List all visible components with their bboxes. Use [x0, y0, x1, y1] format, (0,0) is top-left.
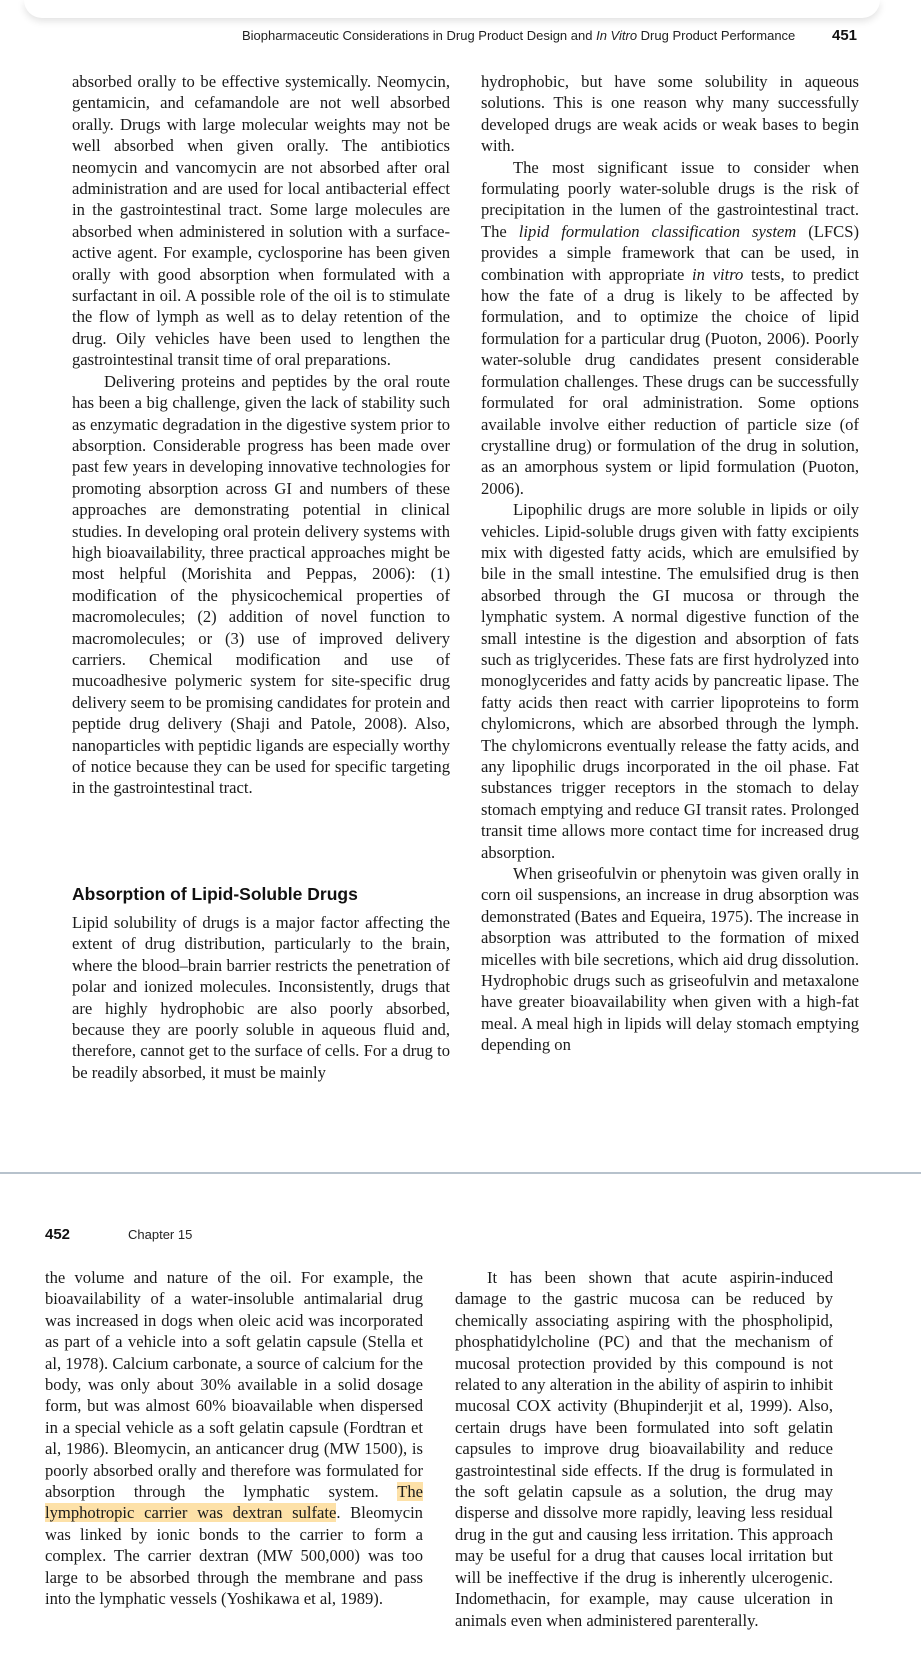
running-head-italic: In Vitro — [596, 28, 638, 43]
paragraph: Lipid solubility of drugs is a major factor affecting the extent of drug distribution, particularly to the brain, where the blood–brain barrier restricts the penetration of polar and ionized molecules. Inconsistently, drugs that are highly hydrophobic are also poorly absorbed, because they are poorly soluble in aqueous fluid and, therefore, cannot get to the surface of cells. For a drug to be readily absorbed, it must be mainly — [72, 913, 450, 1082]
text-run: the volume and nature of the oil. For example, the bioavailability of a water-insoluble antimalarial drug was increased in dogs when oleic acid was incorporated as part of a vehicle into a soft gelatin capsule (Stella et al, 1978). Calcium carbonate, a source of calcium for the body, was only about 30% available in a solid dosage form, but was almost 60% bioavailable when dispersed in a special vehicle as a soft gelatin capsule (Fordtran et al, 1986). Bleomycin, an anticancer drug (MW 1500), is poorly absorbed orally and therefore was formulated for absorption through the lymphatic system. — [45, 1268, 423, 1502]
text-run: tests, to predict how the fate of a drug is likely to be affected by formulation, and to optimize the choice of lipid formulation for a particular drug (Puoton, 2006). Poorly water-soluble drug candidates present considerable formulation challenges. These drugs can be successfully formulated for oral administration. Some options available involve either reduction of particle size (of crystalline drug) or formulation of the drug in solution, as an amorphous system or lipid formulation (Puoton, 2006). — [481, 264, 859, 498]
section-heading: Absorption of Lipid-Soluble Drugs — [72, 884, 358, 904]
paragraph: Delivering proteins and peptides by the oral route has been a big challenge, given the lack of stability such as enzymatic degradation in the digestive system prior to absorption. Considerable progress has been made over past few years in developing innovative technologies for promoting absorption across GI and numbers of these approaches are demonstrating potential in clinical studies. In developing oral protein delivery systems with high bioavailability, three practical approaches might be most helpful (Morishita and Peppas, 2006): (1) modification of the physicochemical properties of macromolecules; (2) addition of novel function to macromolecules; or (3) use of improved delivery carriers. Chemical modification and use of mucoadhesive polymeric system for site-specific drug delivery seem to be promising candidates for protein and peptide drug delivery (Shaji and Patole, 2008). Also, nanoparticles with peptidic ligands are especially worthy of notice because they can be used for specific targeting in the gastrointestinal tract. — [72, 371, 450, 798]
italic-term: lipid formulation classification system — [518, 221, 797, 241]
running-head-text-end: Drug Product Performance — [637, 28, 796, 43]
page-number: 451 — [832, 27, 858, 44]
page-number: 452 — [45, 1226, 71, 1243]
paragraph: absorbed orally to be effective systemically. Neomycin, gentamicin, and cefamandole are not well absorbed orally. Drugs with large molecular weights may not be well absorbed when given orally. The antibiotics neomycin and vancomycin are not absorbed after oral administration and are used for local antibacterial effect in the gastrointestinal tract. Some large molecules are absorbed when administered in solution with a surface-active agent. For example, cyclosporine has been given orally with good absorption when formulated with a surfactant in oil. A possible role of the oil is to stimulate the flow of lymph as well as to delay retention of the drug. Oily vehicles have been used to lengthen the gastrointestinal transit time of oral preparations. — [72, 72, 450, 370]
paragraph: Lipophilic drugs are more soluble in lipids or oily vehicles. Lipid-soluble drugs given with fatty excipients mix with digested fatty acids, which are emulsified by bile in the small intestine. The emulsified drug is then absorbed through the GI mucosa or through the lymphatic system. A normal digestive function of the small intestine is the digestion and absorption of fats such as triglycerides. These fats are first hydrolyzed into monoglycerides and fatty acids by pancreatic lipase. The fatty acids then react with carrier lipoproteins to form chylomicrons, which are absorbed through the lymph. The chylomicrons eventually release the fatty acids, and any lipophilic drugs incorporated in the oil phase. Fat substances trigger receptors in the stomach to delay stomach emptying and reduce GI transit rates. Prolonged transit time allows more contact time for increased drug absorption. — [481, 500, 859, 862]
paragraph — [481, 157, 859, 500]
page-top-edge — [24, 0, 880, 18]
left-column — [45, 1267, 423, 1610]
text-run: (LFCS) provides a simple framework that can be used, in combination with appropriate — [481, 221, 859, 284]
italic-term: in vitro — [692, 264, 744, 284]
paragraph — [45, 1267, 423, 1610]
left-column — [72, 71, 450, 799]
paragraph: When griseofulvin or phenytoin was given orally in corn oil suspensions, an increase in drug absorption was demonstrated (Bates and Equeira, 1975). The increase in absorption was attributed to the formation of mixed micelles with bile secretions, which aid drug dissolution. Hydrophobic drugs such as griseofulvin and metaxalone have greater bioavailability when given with a high-fat meal. A meal high in lipids will delay stomach emptying depending on — [481, 864, 859, 1055]
left-column-lower — [72, 912, 450, 1083]
right-column — [455, 1267, 833, 1631]
chapter-label: Chapter 15 — [128, 1227, 193, 1242]
paragraph: hydrophobic, but have some solubility in aqueous solutions. This is one reason why many successfully developed drugs are weak acids or weak bases to begin with. — [481, 72, 859, 156]
running-head — [242, 28, 796, 43]
highlighted-text[interactable]: The lymphotropic carrier was dextran sulfate — [45, 1482, 423, 1523]
right-column — [481, 71, 859, 1056]
paragraph: It has been shown that acute aspirin-induced damage to the gastric mucosa can be reduced by chemically associating aspiring with the phospholipid, phosphatidylcholine (PC) and that the mechanism of mucosal protection provided by this compound is not related to any alteration in the ability of aspirin to inhibit mucosal COX activity (Bhupinderjit et al, 1999). Also, certain drugs have been formulated into soft gelatin capsules to improve drug bioavailability and reduce gastrointestinal side effects. If the drug is formulated in the soft gelatin capsule as a solution, the drug may disperse and dissolve more rapidly, leaving less residual drug in the gut and causing less irritation. This approach may be useful for a drug that causes local irritation but will be ineffective if the drug is inherently ulcerogenic. Indomethacin, for example, may cause ulceration in animals even when administered parenterally. — [455, 1268, 833, 1630]
text-run: . Bleomycin was linked by ionic bonds to the carrier to form a complex. The carrier dextran (MW 500,000) was too large to be absorbed through the membrane and pass into the lymphatic vessels (Yoshikawa et al, 1989). — [45, 1503, 423, 1609]
running-head-text: Biopharmaceutic Considerations in Drug Product Design and — [242, 28, 597, 43]
text-run: The most significant issue to consider when formulating poorly water-soluble drugs is the risk of precipitation in the lumen of the gastrointestinal tract. The — [481, 157, 859, 241]
